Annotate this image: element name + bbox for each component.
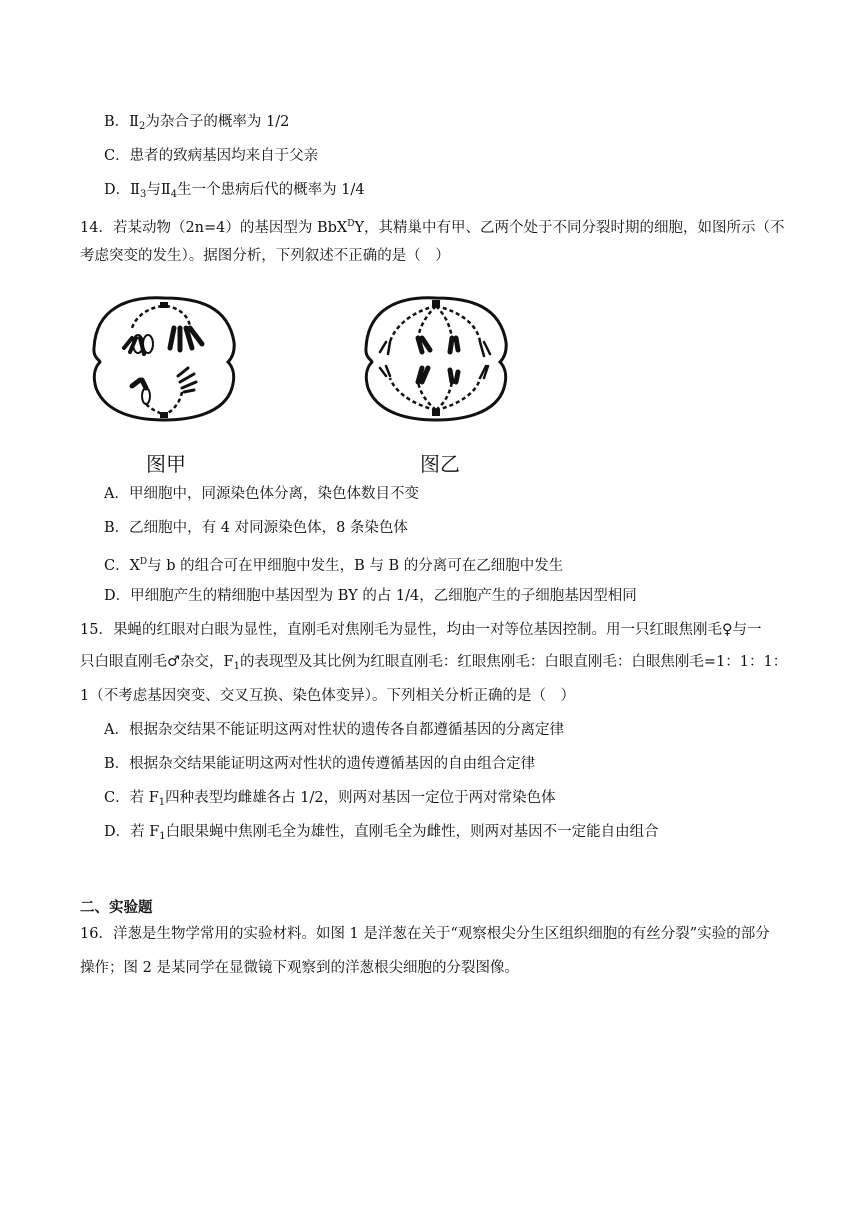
q13-option-b: B．$Ⅱ_2$为杂合子的概率为 1/2 — [104, 114, 290, 132]
q13-option-c: C．患者的致病基因均来自于父亲 — [104, 148, 319, 164]
q16-stem-line1: 16．洋葱是生物学常用的实验材料。如图 1 是洋葱在关于“观察根尖分生区组织细胞的有丝分裂”实验的部分 — [80, 926, 770, 942]
q15-stem-line2: 只白眼直刚毛♂杂交，$F_1$的表现型及其比例为红眼直刚毛：红眼焦刚毛：白眼直刚毛：白眼焦刚毛=1：1：1： — [80, 654, 788, 672]
figure-jia-caption: 图甲 — [146, 452, 186, 476]
q15-option-d: D．若 $F_1$白眼果蝇中焦刚毛全为雄性，直刚毛全为雌性，则两对基因不一定能自由组合 — [104, 824, 659, 842]
q14-option-d: D．甲细胞产生的精细胞中基因型为 BY 的占 1/4，乙细胞产生的子细胞基因型相同 — [104, 588, 637, 604]
q15-stem-line1: 15．果蝇的红眼对白眼为显性，直刚毛对焦刚毛为显性，均由一对等位基因控制。用一只红眼焦刚毛♀与一 — [80, 622, 762, 638]
q15-option-b: B．根据杂交结果能证明这两对性状的遗传遵循基因的自由组合定律 — [104, 756, 536, 772]
figure-yi-cell — [360, 292, 512, 424]
q13-option-d: D．$Ⅱ_3$与$Ⅱ_4$生一个患病后代的概率为 1/4 — [104, 182, 365, 200]
figure-yi-caption: 图乙 — [420, 452, 460, 476]
q15-option-a: A．根据杂交结果不能证明这两对性状的遗传各自都遵循基因的分离定律 — [104, 722, 564, 738]
q16-stem-line2: 操作；图 2 是某同学在显微镜下观察到的洋葱根尖细胞的分裂图像。 — [80, 960, 519, 976]
q14-stem-line1: 14．若某动物（2n=4）的基因型为 BbX$^D$Y，其精巢中有甲、乙两个处于不同分裂时期的细胞，如图所示（不 — [80, 219, 785, 236]
section-heading-experiment: 二、实验题 — [80, 899, 153, 916]
q14-stem-line2: 考虑突变的发生）。据图分析，下列叙述不正确的是（ ） — [80, 248, 450, 264]
q15-stem-line3: 1（不考虑基因突变、交叉互换、染色体变异）。下列相关分析正确的是（ ） — [80, 688, 575, 704]
q14-option-c: C．$X^D$与 b 的组合可在甲细胞中发生，B 与 B 的分离可在乙细胞中发生 — [104, 557, 564, 574]
q15-option-c: C．若 $F_1$四种表型均雌雄各占 1/2，则两对基因一定位于两对常染色体 — [104, 790, 556, 808]
q14-option-b: B．乙细胞中，有 4 对同源染色体，8 条染色体 — [104, 520, 408, 536]
q14-option-a: A．甲细胞中，同源染色体分离，染色体数目不变 — [104, 486, 419, 502]
figure-jia-cell — [88, 292, 240, 424]
